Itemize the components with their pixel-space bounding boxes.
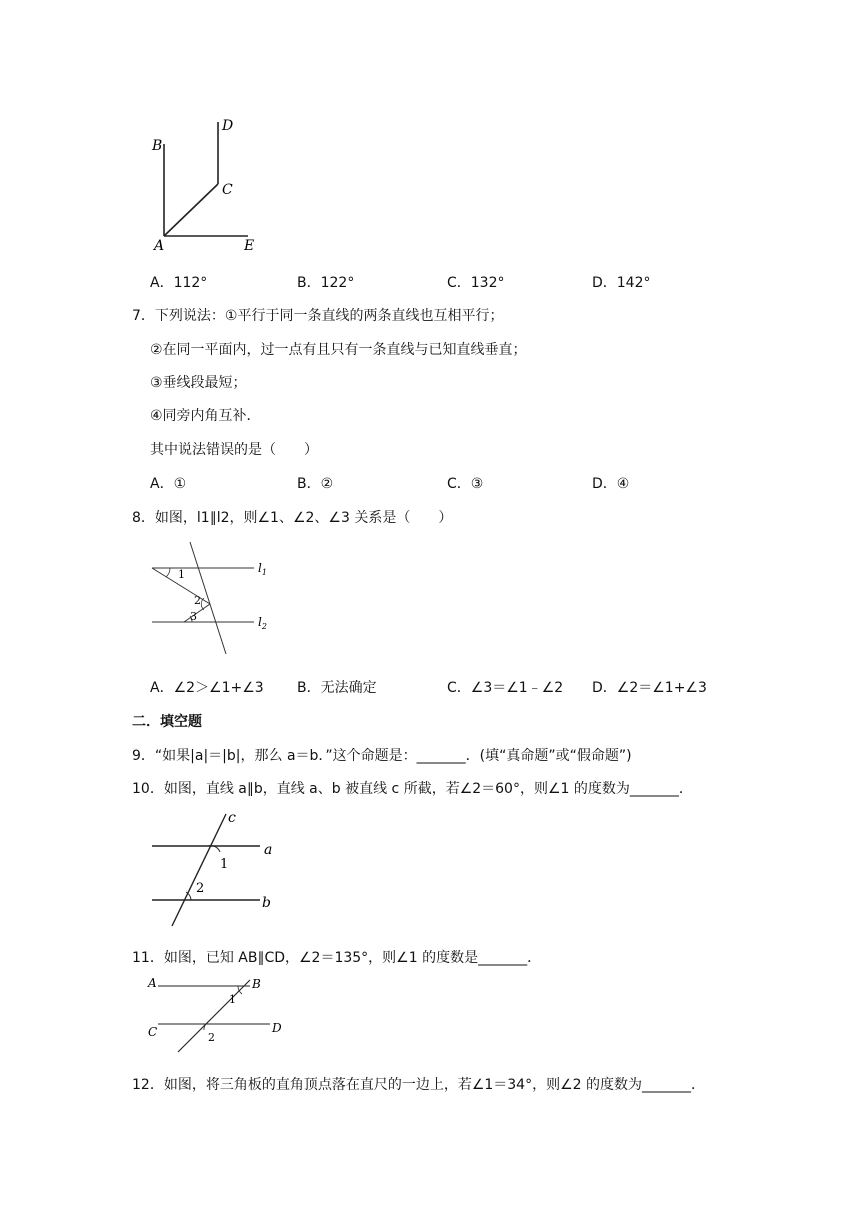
q10-label-b: b: [262, 895, 271, 911]
label-D: D: [222, 118, 234, 134]
q7-question: 其中说法错误的是（ ）: [150, 442, 318, 458]
q10-label-c: c: [228, 810, 236, 826]
label-B: B: [152, 138, 163, 154]
q7-option-c: C．③: [447, 476, 484, 492]
q7-option-b: B．②: [297, 476, 334, 492]
q8-angle-3: 3: [190, 610, 197, 623]
q11-angle-1: 1: [229, 993, 236, 1006]
q8-figure: [148, 538, 288, 662]
label-E: E: [244, 238, 255, 253]
q8-option-d: D．∠2＝∠1+∠3: [592, 680, 707, 696]
q12-stem: 12．如图，将三角板的直角顶点落在直尺的一边上，若∠1＝34°，则∠2 的度数为_______．: [132, 1077, 705, 1093]
q7-option-a: A．①: [150, 476, 187, 492]
q6-option-b: B．122°: [297, 275, 355, 291]
q7-statement-4: ④同旁内角互补．: [150, 408, 261, 424]
q8-stem: 8．如图，l1∥l2，则∠1、∠2、∠3 关系是（ ）: [132, 510, 453, 526]
q8-line-l2: $l_2$: [258, 615, 267, 631]
q8-option-c: C．∠3＝∠1﹣∠2: [447, 680, 564, 696]
q8-option-a: A．∠2＞∠1+∠3: [150, 680, 264, 696]
q11-angle-2: 2: [208, 1031, 215, 1044]
q6-figure: [140, 108, 280, 253]
section-title: 二．填空题: [132, 714, 202, 730]
q7-statement-3: ③垂线段最短；: [150, 375, 247, 391]
q11-label-D: D: [272, 1021, 282, 1035]
q11-label-C: C: [148, 1025, 158, 1039]
q11-figure: [146, 974, 296, 1058]
q7-stem: 7．下列说法：①平行于同一条直线的两条直线也互相平行；: [132, 308, 504, 324]
q11-label-A: A: [148, 976, 157, 990]
q7-statement-2: ②在同一平面内，过一点有且只有一条直线与已知直线垂直；: [150, 342, 527, 358]
q11-stem: 11．如图，已知 AB∥CD，∠2＝135°，则∠1 的度数是_______．: [132, 950, 542, 966]
q9-stem: 9．“如果|a|＝|b|，那么 a＝b．”这个命题是：_______．(填“真命题”或“假命题”): [132, 748, 632, 764]
q10-angle-2: 2: [196, 881, 205, 896]
q10-figure: [148, 808, 288, 932]
q10-angle-1: 1: [220, 857, 229, 872]
q6-option-a: A．112°: [150, 275, 208, 291]
q10-stem: 10．如图，直线 a∥b，直线 a、b 被直线 c 所截，若∠2＝60°，则∠1 的度数为_______．: [132, 781, 693, 797]
q7-option-d: D．④: [592, 476, 630, 492]
q11-label-B: B: [252, 977, 261, 991]
q8-line-l1: $l_1$: [258, 561, 267, 577]
q8-angle-2: 2: [194, 594, 201, 607]
label-C: C: [222, 182, 233, 198]
q8-angle-1: 1: [178, 568, 185, 581]
label-A: A: [154, 238, 165, 253]
q6-option-c: C．132°: [447, 275, 505, 291]
q10-label-a: a: [264, 842, 273, 858]
q8-option-b: B．无法确定: [297, 680, 377, 696]
q6-option-d: D．142°: [592, 275, 651, 291]
